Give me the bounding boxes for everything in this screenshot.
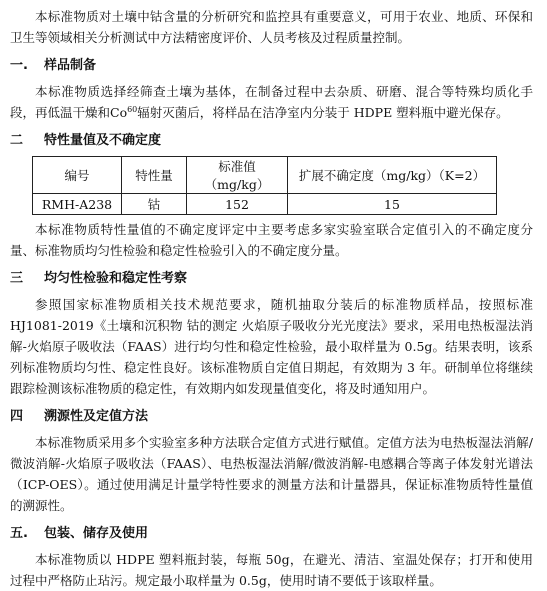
section-title: 溯源性及定值方法 xyxy=(44,409,149,424)
section-title: 样品制备 xyxy=(44,58,97,73)
packaging-paragraph: 本标准物质以 HDPE 塑料瓶封装，每瓶 50g，在避光、清洁、室温处保存；打开和使用过程中严格防止玷污。规定最小取样量为 0.5g，使用时请不要低于该取样量。 xyxy=(10,552,533,588)
cell-uncertainty: 15 xyxy=(288,194,497,215)
section-number: 三 xyxy=(10,271,24,286)
column-header-property: 特性量 xyxy=(122,157,187,194)
uncertainty-paragraph: 本标准物质特性量值的不确定度评定中主要考虑多家实验室联合定值引入的不确定度分量、标准物质均匀性检验和稳定性检验引入的不确定度分量。 xyxy=(10,222,533,258)
cell-standard-value: 152 xyxy=(187,194,288,215)
section-heading-traceability xyxy=(10,408,533,426)
cell-code: RMH-A238 xyxy=(33,194,122,215)
section-number: 一. xyxy=(10,58,28,73)
cell-property: 钴 xyxy=(122,194,187,215)
section-title: 包装、储存及使用 xyxy=(44,526,149,541)
column-header-standard-value: 标准值（mg/kg） xyxy=(187,157,288,194)
section-title: 特性量值及不确定度 xyxy=(44,133,162,148)
section-number: 四 xyxy=(10,409,24,424)
certified-value-table xyxy=(32,156,497,215)
column-header-code: 编号 xyxy=(33,157,122,194)
traceability-paragraph: 本标准物质采用多个实验室多种方法联合定值方式进行赋值。定值方法为电热板湿法消解/微波消解-火焰原子吸收法（FAAS）、电热板湿法消解/微波消解-电感耦合等离子体发射光谱法（ICP-OES）。通过使用满足计量学特性要求的测量方法和计量器具，保证标准物质特性量值的溯源性。 xyxy=(10,435,533,513)
column-header-uncertainty: 扩展不确定度（mg/kg）（K=2） xyxy=(288,157,497,194)
intro-paragraph: 本标准物质对土壤中钴含量的分析研究和监控具有重要意义，可用于农业、地质、环保和卫生等领域相关分析测试中方法精密度评价、人员考核及过程质量控制。 xyxy=(10,9,533,45)
section-title: 均匀性检验和稳定性考察 xyxy=(44,271,188,286)
section-heading-preparation xyxy=(10,57,533,75)
section-heading-packaging xyxy=(10,525,533,543)
section-number: 五. xyxy=(10,526,28,541)
section-number: 二 xyxy=(10,133,24,148)
section-heading-homogeneity xyxy=(10,270,533,288)
section-heading-values xyxy=(10,132,533,150)
table-row xyxy=(33,194,497,215)
isotope-superscript: 60 xyxy=(127,104,138,114)
preparation-text-pre: 本标准物质选择经筛查土壤为基体，在制备过程中去杂质、研磨、混合等特殊均质化手段，再低温干燥和Co xyxy=(10,84,533,120)
preparation-paragraph xyxy=(10,81,533,123)
preparation-text-post: 辐射灭菌后，将样品在洁净室内分装于 HDPE 塑料瓶中避光保存。 xyxy=(137,105,509,120)
homogeneity-paragraph: 参照国家标准物质相关技术规范要求，随机抽取分装后的标准物质样品，按照标准HJ1081-2019《土壤和沉积物 钴的测定 火焰原子吸收分光光度法》要求，采用电热板湿法消解-火焰原子吸收法（FAAS）进行均匀性和稳定性检验，最小取样量为 0.5g。结果表明，该系列标准物质均匀性、稳定性良好。该标准物质自定值日期起，有效期为 3 年。研制单位将继续跟踪检测该标准物质的稳定性，有效期内如发现量值变化，将及时通知用户。 xyxy=(10,297,533,396)
table-header-row xyxy=(33,157,497,194)
